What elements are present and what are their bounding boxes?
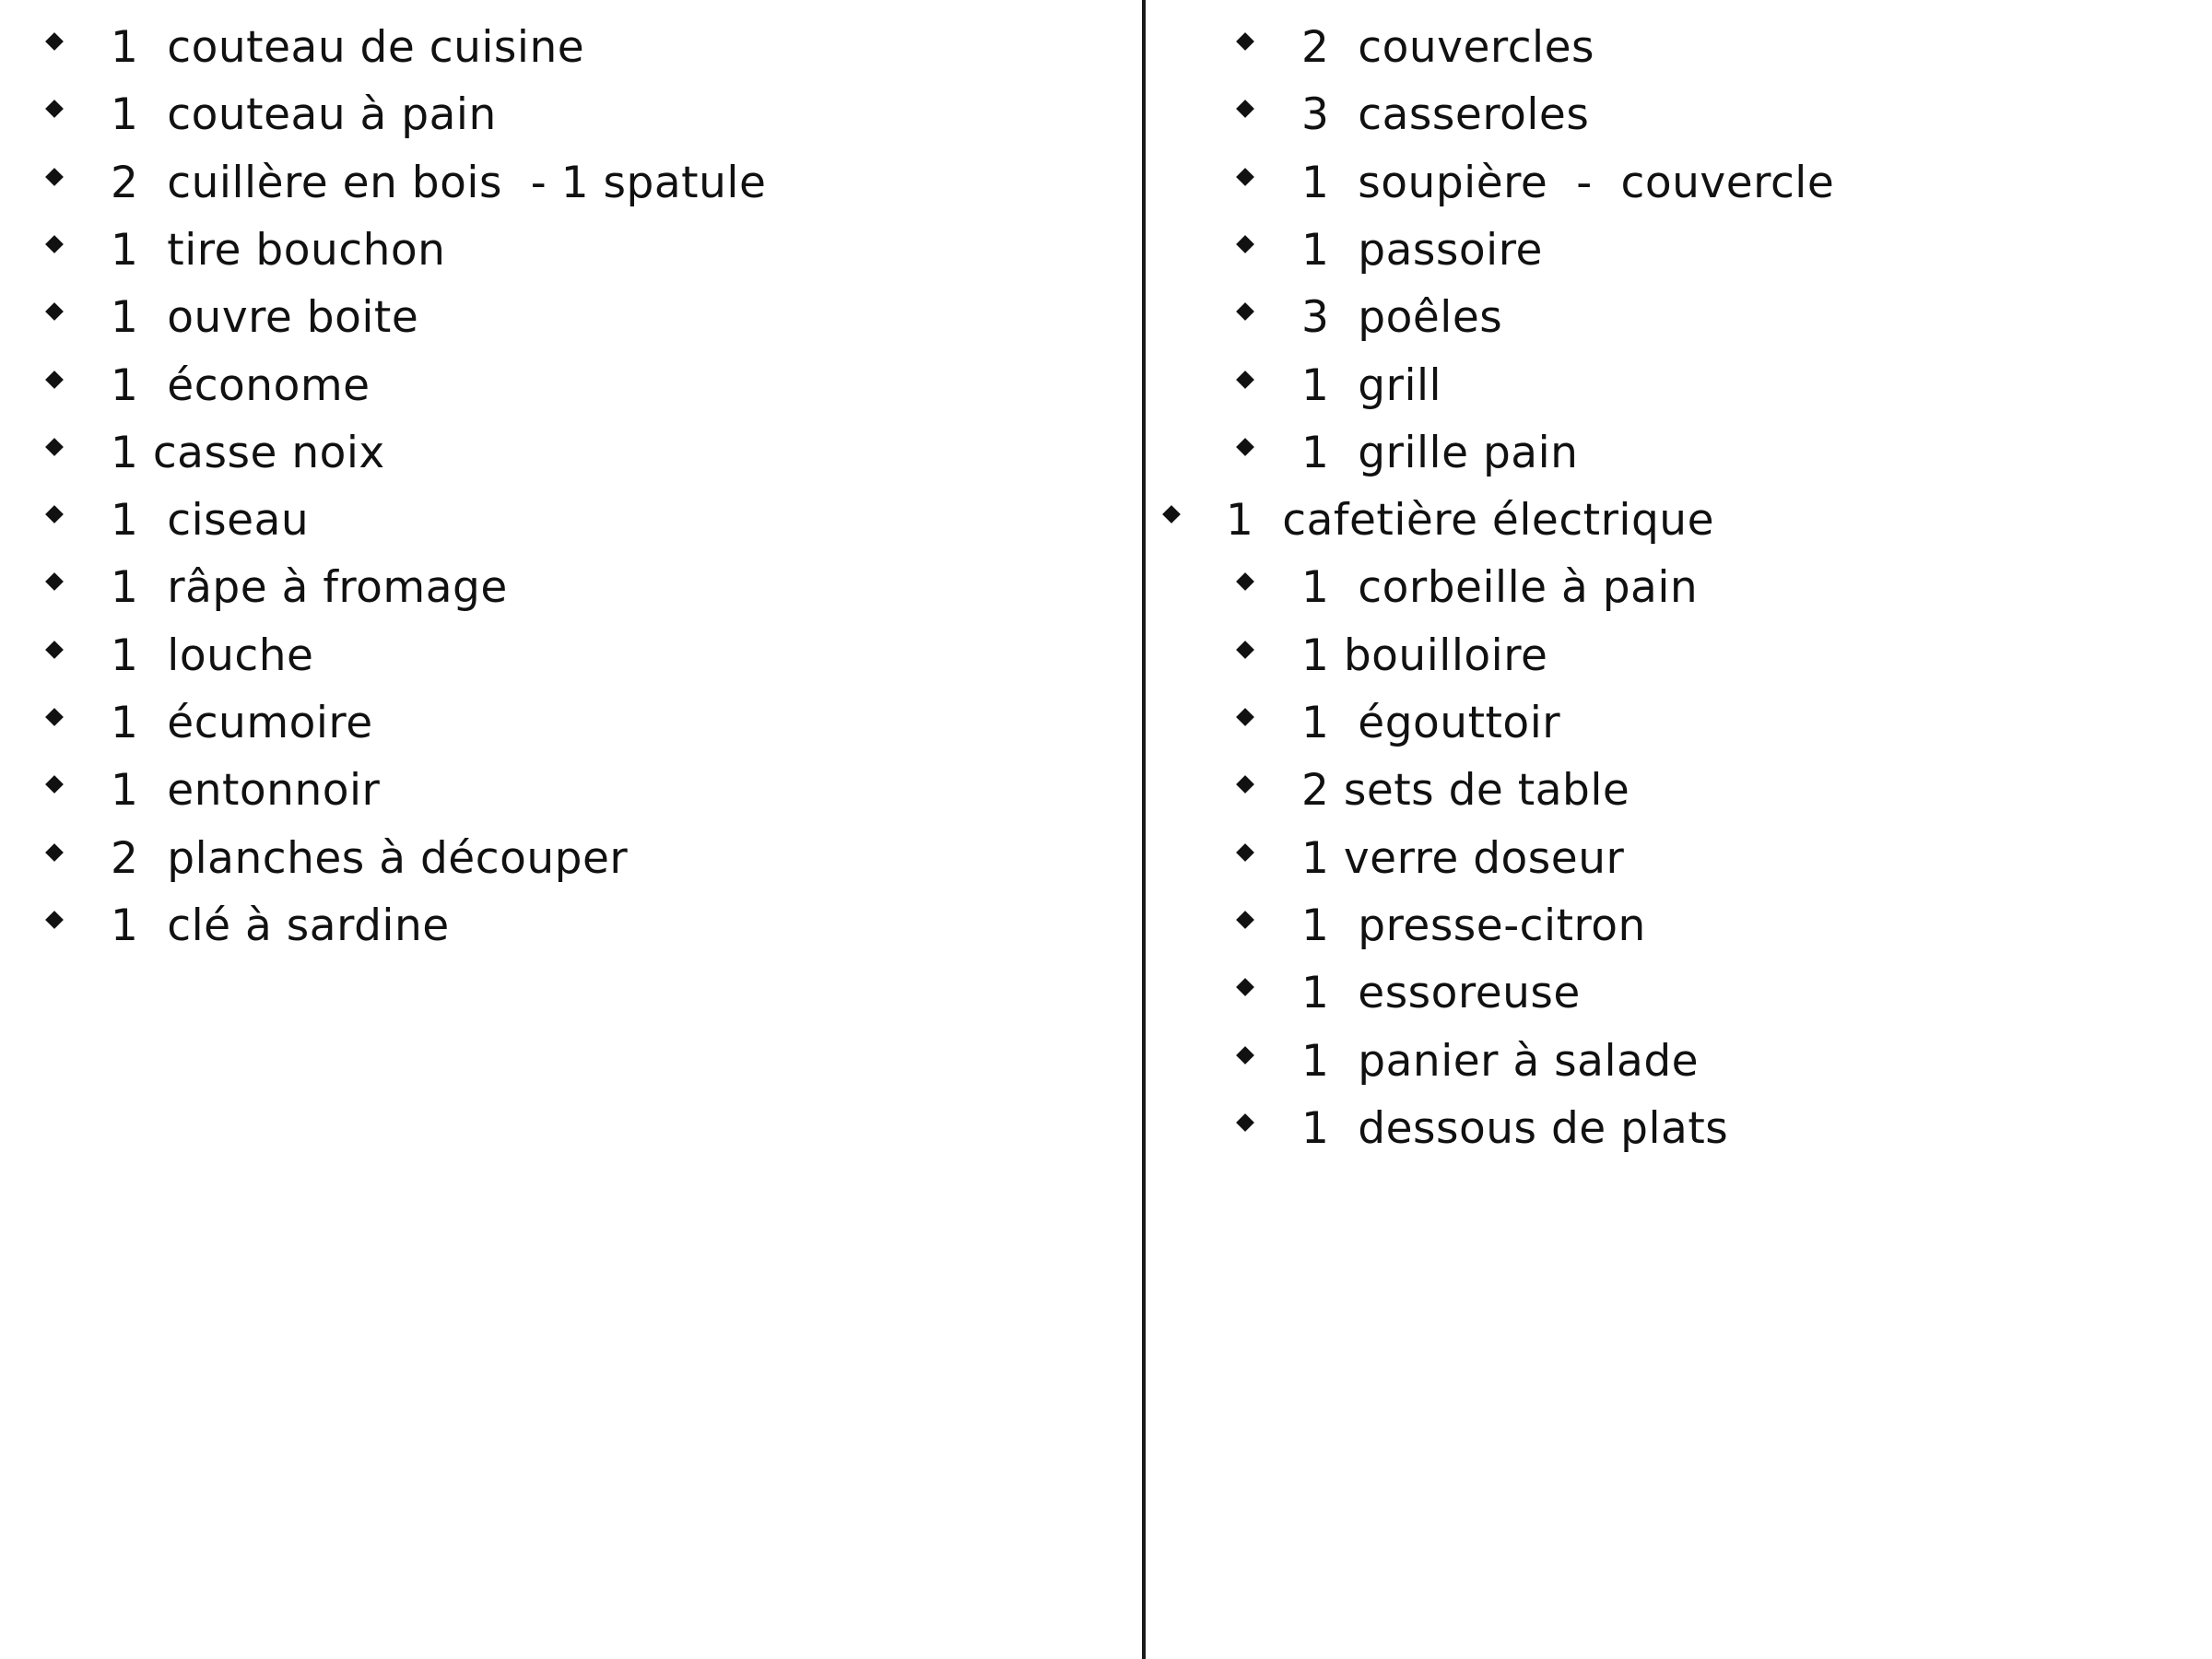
list-item	[1152, 82, 2203, 148]
list-item-label: 1 dessous de plats	[1301, 1102, 1729, 1154]
list-item	[1152, 826, 2203, 892]
list-item-label: 1 grill	[1301, 359, 1442, 411]
list-item	[0, 690, 1134, 757]
list-item-label: 1 louche	[111, 629, 314, 681]
list-item	[1152, 758, 2203, 824]
list-item-label: 1 entonnoir	[111, 765, 381, 817]
diamond-bullet-icon	[1236, 978, 1254, 996]
list-item-label: 1 casse noix	[111, 427, 385, 478]
list-item	[0, 150, 1134, 217]
list-item	[0, 218, 1134, 284]
diamond-bullet-icon	[45, 235, 64, 253]
list-item-label: 1 corbeille à pain	[1301, 562, 1699, 614]
list-item-label: 1 ciseau	[111, 495, 310, 547]
list-item	[1152, 488, 2203, 554]
list-item-label: 1 râpe à fromage	[111, 562, 508, 614]
list-item	[1152, 960, 2203, 1027]
diamond-bullet-icon	[1236, 911, 1254, 929]
diamond-bullet-icon	[45, 843, 64, 862]
diamond-bullet-icon	[1236, 32, 1254, 51]
list-item	[1152, 353, 2203, 419]
list-item-label: 1 ouvre boite	[111, 292, 419, 344]
list-item	[1152, 285, 2203, 351]
list-item	[1152, 1096, 2203, 1162]
list-item-label: 1 presse-citron	[1301, 900, 1646, 951]
list-item	[0, 488, 1134, 554]
list-item-label: 1 écumoire	[111, 698, 373, 748]
list-item-label: 1 essoreuse	[1301, 968, 1581, 1019]
list-item	[0, 15, 1134, 81]
column-divider	[1142, 0, 1146, 1659]
list-item-label: 1 verre doseur	[1301, 832, 1625, 884]
diamond-bullet-icon	[45, 572, 64, 591]
diamond-bullet-icon	[45, 32, 64, 51]
diamond-bullet-icon	[1236, 1046, 1254, 1065]
list-item	[1152, 893, 2203, 959]
diamond-bullet-icon	[1236, 572, 1254, 591]
list-item	[0, 420, 1134, 487]
list-item-label: 1 grille pain	[1301, 427, 1579, 478]
list-item-label: 2 cuillère en bois - 1 spatule	[111, 157, 767, 208]
list-item-label: 1 égouttoir	[1301, 698, 1561, 748]
list-item-label: 1 soupière - couvercle	[1301, 157, 1835, 208]
diamond-bullet-icon	[45, 371, 64, 389]
list-item	[1152, 150, 2203, 217]
diamond-bullet-icon	[45, 641, 64, 659]
list-item	[0, 893, 1134, 959]
list-item	[0, 623, 1134, 689]
list-item-label: 1 panier à salade	[1301, 1035, 1700, 1087]
diamond-bullet-icon	[1236, 371, 1254, 389]
diamond-bullet-icon	[1236, 641, 1254, 659]
diamond-bullet-icon	[1236, 708, 1254, 726]
diamond-bullet-icon	[45, 168, 64, 186]
list-item	[0, 826, 1134, 892]
diamond-bullet-icon	[1236, 438, 1254, 456]
list-item	[1152, 15, 2203, 81]
diamond-bullet-icon	[45, 505, 64, 524]
list-item	[1152, 555, 2203, 621]
diamond-bullet-icon	[1236, 1113, 1254, 1132]
diamond-bullet-icon	[45, 775, 64, 794]
diamond-bullet-icon	[1236, 775, 1254, 794]
list-item-label: 3 poêles	[1301, 292, 1503, 344]
list-item	[0, 285, 1134, 351]
diamond-bullet-icon	[45, 100, 64, 118]
diamond-bullet-icon	[45, 708, 64, 726]
list-item-label: 1 tire bouchon	[111, 224, 446, 276]
diamond-bullet-icon	[45, 438, 64, 456]
diamond-bullet-icon	[1236, 100, 1254, 118]
list-item	[0, 353, 1134, 419]
list-item-label: 1 bouilloire	[1301, 629, 1548, 681]
diamond-bullet-icon	[1162, 505, 1181, 524]
list-item-label: 1 couteau de cuisine	[111, 22, 585, 73]
list-item-label: 1 cafetière électrique	[1226, 495, 1715, 547]
list-item-label: 2 couvercles	[1301, 22, 1594, 73]
list-item-label: 1 clé à sardine	[111, 900, 450, 951]
list-item	[1152, 420, 2203, 487]
diamond-bullet-icon	[45, 911, 64, 929]
list-item-label: 2 planches à découper	[111, 832, 629, 884]
list-item	[1152, 1029, 2203, 1095]
list-item	[1152, 690, 2203, 757]
diamond-bullet-icon	[1236, 235, 1254, 253]
list-item-label: 2 sets de table	[1301, 765, 1630, 817]
list-item	[0, 758, 1134, 824]
list-item	[0, 555, 1134, 621]
list-item-label: 3 casseroles	[1301, 89, 1590, 141]
diamond-bullet-icon	[45, 302, 64, 321]
list-item-label: 1 passoire	[1301, 224, 1543, 276]
diamond-bullet-icon	[1236, 302, 1254, 321]
list-item	[1152, 218, 2203, 284]
list-item	[0, 82, 1134, 148]
list-item	[1152, 623, 2203, 689]
diamond-bullet-icon	[1236, 843, 1254, 862]
diamond-bullet-icon	[1236, 168, 1254, 186]
list-item-label: 1 économe	[111, 359, 371, 411]
list-item-label: 1 couteau à pain	[111, 89, 497, 141]
